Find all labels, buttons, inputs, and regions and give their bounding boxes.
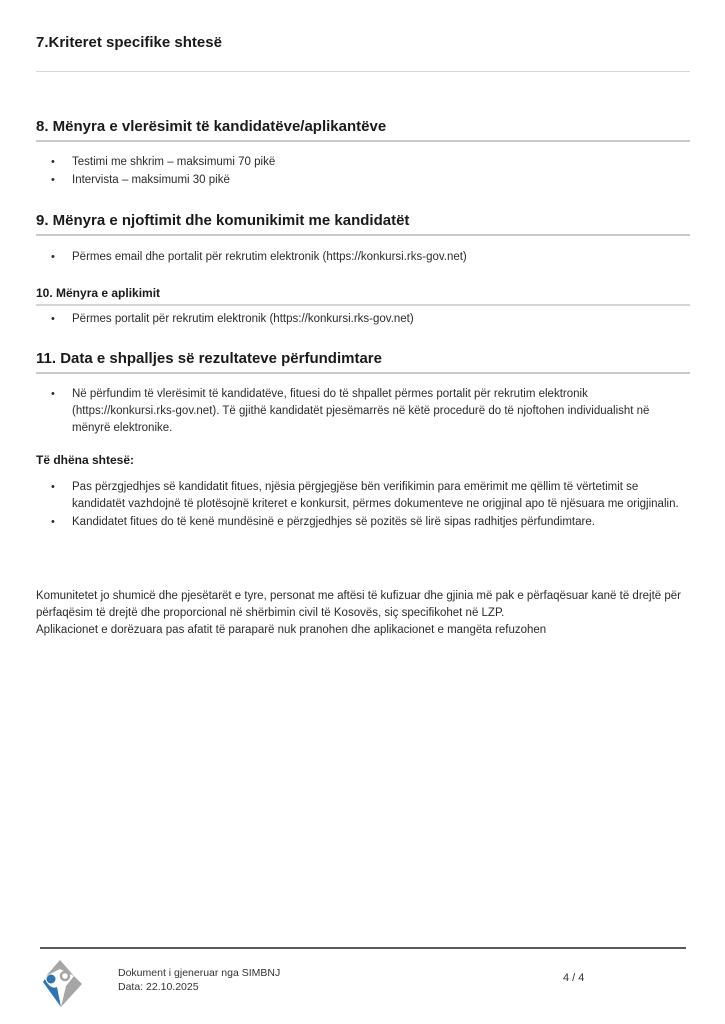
list-item: • Përmes email dhe portalit për rekrutim elektronik (https://konkursi.rks-gov.net) [36,249,690,266]
additional-info-bullet-list [36,479,690,531]
section-11-bullet-list [36,386,690,437]
section-10-heading: 10. Mënyra e aplikimit [36,286,690,306]
page-number-indicator: 4 / 4 [563,972,585,984]
footer-generated-line: Dokument i gjeneruar nga SIMBNJ [118,967,281,979]
section-7-divider [36,71,690,72]
list-item: • Intervista – maksimumi 30 pikë [36,172,690,189]
footer-date-line: Data: 22.10.2025 [118,981,199,993]
section-9-heading: 9. Mënyra e njoftimit dhe komunikimit me kandidatët [36,211,690,236]
section-11-heading: 11. Data e shpalljes së rezultateve përfundimtare [36,349,690,374]
closing-paragraph [36,588,690,639]
list-item: • Në përfundim të vlerësimit të kandidatëve, fituesi do të shpallet përmes portalit për rekrutim elektronik (https://konkursi.rks-gov.net). Të gjithë kandidatët pjesëmarrës në këtë procedurë do të njoftohen individualisht në mënyrë elektronike. [36,386,690,437]
footer-divider [40,947,686,949]
section-10-bullet-list [36,311,690,328]
section-8-bullet-list [36,154,690,189]
closing-paragraph-line-2: Aplikacionet e dorëzuara pas afatit të paraparë nuk pranohen dhe aplikacionet e mangëta refuzohen [36,624,547,636]
list-item: • Testimi me shkrim – maksimumi 70 pikë [36,154,690,171]
section-7-heading: 7.Kriteret specifike shtesë [36,34,222,51]
section-8-heading: 8. Mënyra e vlerësimit të kandidatëve/aplikantëve [36,117,690,142]
list-item: • Kandidatet fitues do të kenë mundësinë e përzgjedhjes së pozitës së lirë sipas radhitjes përfundimtare. [36,514,690,531]
additional-info-label: Të dhëna shtesë: [36,453,135,467]
list-item: • Pas përzgjedhjes së kandidatit fitues, njësia përgjegjëse bën verifikimin para emërimit me qëllim të vërtetimit se kandidatët vazhdojnë të plotësojnë kriteret e konkursit, përmes dokumenteve ne origjinal apo të njësuara me origjinalin. [36,479,690,513]
list-item: • Përmes portalit për rekrutim elektronik (https://konkursi.rks-gov.net) [36,311,690,328]
section-9-bullet-list [36,249,690,266]
simbnj-logo-icon [37,959,83,1009]
footer-text-block [118,966,280,994]
closing-paragraph-line-1: Komunitetet jo shumicë dhe pjesëtarët e tyre, personat me aftësi të kufizuar dhe gjinia më pak e përfaqësuar kanë të drejtë për përfaqësim të drejtë dhe proporcional në shërbimin civil të Kosovës, siç specifikohet në LZP. [36,590,682,619]
